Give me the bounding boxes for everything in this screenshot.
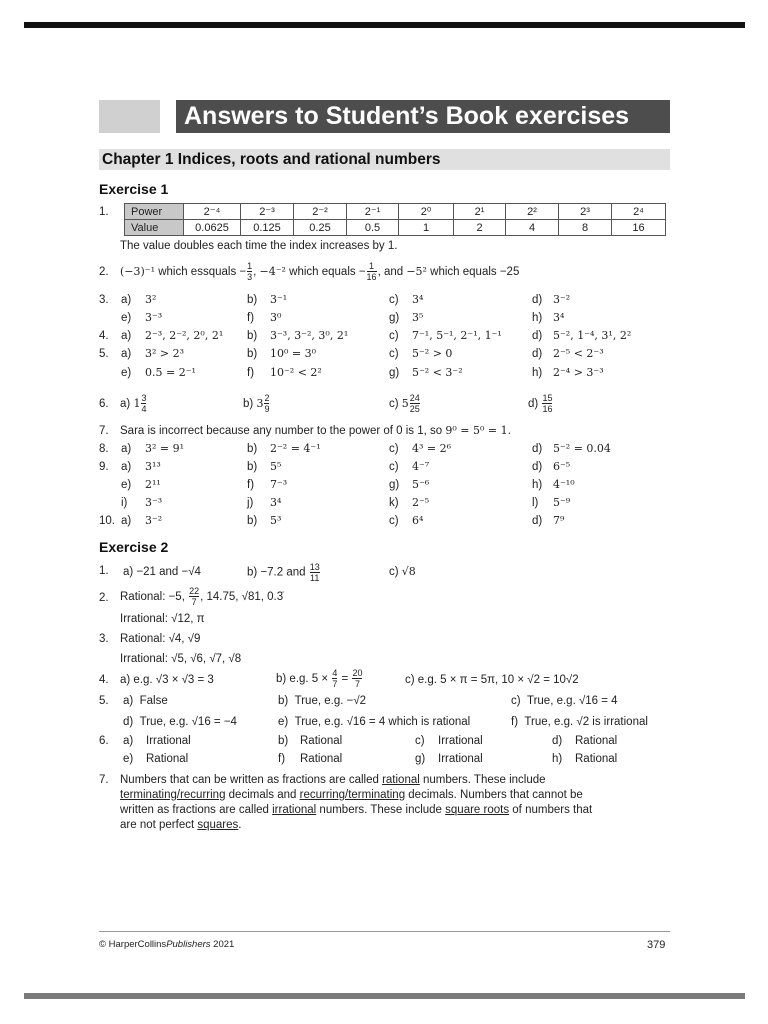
table-cell: 4 (506, 220, 559, 236)
table-cell: 0.0625 (184, 220, 241, 236)
answer-value: 3⁵ (412, 311, 424, 324)
question-number: 5. (99, 348, 109, 360)
question-number: 3. (99, 633, 109, 645)
rational-list: Rational: −5, $\frac{22}{7}$ , 14.75, √81, 0.3̇ (120, 586, 284, 608)
page-title: Answers to Student’s Book exercises (176, 100, 670, 133)
answer-value: Rational (146, 753, 189, 765)
answer-value: 2⁻² = 4⁻¹ (270, 442, 321, 455)
answer-value: 3¹³ (145, 460, 161, 473)
question-number: 10. (99, 515, 115, 527)
answer-label: b) (247, 461, 258, 473)
answer-label: e) (121, 312, 132, 324)
answer-value: 3² > 2³ (145, 347, 185, 360)
answer-label: d) (532, 330, 543, 342)
question-2-answer: (−3)⁻¹ which essquals − $\frac{1}{3}$ , −4⁻² which equals − $\frac{1}{16}$ , and −5² which equals −25 (120, 261, 520, 283)
table-cell: 2³ (559, 204, 612, 220)
fraction: $\frac{13}{11}$ (309, 562, 320, 583)
question-number: 1. (99, 565, 109, 577)
table-cell: 2⁻¹ (347, 204, 399, 220)
answer-value: 5⁵ (270, 460, 282, 473)
irrational-list: Irrational: √12, π (120, 613, 205, 625)
answer-label: a) (121, 294, 132, 306)
answer-value: Rational (300, 735, 343, 747)
answer-value: 3² = 9¹ (145, 442, 185, 455)
answer-value: 4⁻⁷ (412, 460, 430, 473)
question-number: 4. (99, 674, 109, 686)
fraction: $\frac{24}{25}$ (409, 393, 420, 415)
answer-value: 5⁻⁶ (412, 478, 430, 491)
paragraph-line: terminating/recurring decimals and recurring/terminating decimals. Numbers that cannot be (120, 789, 583, 801)
table-cell: 2² (506, 204, 559, 220)
answer-value: 3⁻² (145, 514, 163, 527)
answer-value: 5⁻⁹ (553, 496, 571, 509)
question-number: 1. (99, 206, 109, 218)
question-number: 4. (99, 330, 109, 342)
answer-label: c) (389, 443, 399, 455)
question-number: 3. (99, 294, 109, 306)
answer-value: 6⁻⁵ (553, 460, 571, 473)
fraction: $\frac{4}{7}$ (332, 668, 338, 690)
answer-label: a) (121, 515, 132, 527)
answer-value: 3⁻³, 3⁻², 3⁰, 2¹ (270, 329, 349, 342)
answer-value: 7⁻¹, 5⁻¹, 2⁻¹, 1⁻¹ (412, 329, 502, 342)
paragraph-line: are not perfect squares. (120, 819, 242, 831)
question-7-answer: Sara is incorrect because any number to the power of 0 is 1, so 9⁰ = 5⁰ = 1. (120, 424, 512, 437)
table-cell: 2⁴ (612, 204, 666, 220)
question-number: 2. (99, 592, 109, 604)
answer-value: 3² (145, 293, 157, 306)
answer-label: g) (389, 479, 400, 491)
page-number: 379 (647, 939, 666, 951)
answer-value: Rational (300, 753, 343, 765)
fraction: $\frac{1}{3}$ (247, 261, 253, 283)
answer-a: a) e.g. √3 × √3 = 3 (120, 674, 214, 686)
answer-label: b) (278, 735, 289, 747)
answer-value: Rational (575, 735, 618, 747)
answer-label: c) (389, 294, 399, 306)
answer-label: c) (389, 330, 399, 342)
answer-label: b) (247, 443, 258, 455)
answer-value: 6⁴ (412, 514, 424, 527)
answer-label: a) (121, 461, 132, 473)
answer-label: g) (389, 312, 400, 324)
question-number: 6. (99, 735, 109, 747)
table-row (125, 204, 666, 220)
row-label: Value (125, 220, 184, 236)
table-cell: 0.25 (294, 220, 347, 236)
question-number: 2. (99, 266, 109, 278)
answer-label: g) (389, 367, 400, 379)
answer-label: d) (532, 461, 543, 473)
answer-label: a) (121, 348, 132, 360)
title-tab-decoration (99, 100, 160, 133)
answer-label: e) (121, 479, 132, 491)
answer-label: f) (247, 367, 255, 379)
answer-label: b) (247, 348, 258, 360)
question-number: 7. (99, 774, 109, 786)
answer-value: Irrational (146, 735, 191, 747)
answer-label: e) (121, 367, 132, 379)
answer-label: h) (552, 753, 563, 765)
answer-value: 5⁻² > 0 (412, 347, 453, 360)
answer-c: c) √8 (389, 565, 416, 578)
answer-c: c) True, e.g. √16 = 4 (511, 695, 618, 707)
answer-value: 3⁴ (270, 496, 282, 509)
chapter-heading: Chapter 1 Indices, roots and rational numbers (99, 149, 670, 170)
question-number: 5. (99, 695, 109, 707)
answer-label: a) (121, 330, 132, 342)
answer-value: 2¹¹ (145, 478, 161, 491)
answer-mixed-number: b) 3 $\frac{2}{9}$ (243, 393, 270, 415)
answer-label: a) (123, 735, 134, 747)
answer-a: a) False (123, 695, 168, 707)
answer-value: 3⁰ (270, 311, 282, 324)
answer-label: d) (552, 735, 563, 747)
fraction: $\frac{15}{16}$ (542, 393, 553, 415)
answer-fraction: d) $\frac{15}{16}$ (528, 393, 553, 415)
answer-d: d) True, e.g. √16 = −4 (123, 716, 237, 728)
answer-e: e) True, e.g. √16 = 4 which is rational (278, 716, 471, 728)
question-number: 9. (99, 461, 109, 473)
answer-label: c) (389, 348, 399, 360)
answer-value: 5³ (270, 514, 282, 527)
answer-value: 4³ = 2⁶ (412, 442, 452, 455)
answer-c: c) e.g. 5 × π = 5π, 10 × √2 = 10√2 (405, 674, 579, 686)
answer-value: 3⁻³ (145, 311, 163, 324)
top-rule (24, 22, 745, 28)
answer-label: d) (532, 348, 543, 360)
exercise-1-heading: Exercise 1 (99, 181, 169, 197)
answer-label: l) (532, 497, 539, 509)
paragraph-line: written as fractions are called irrational numbers. These include square roots of numbers that (120, 804, 593, 816)
answer-label: g) (415, 753, 426, 765)
answer-value: 10⁰ = 3⁰ (270, 347, 317, 360)
answer-value: 5⁻² < 3⁻² (412, 366, 463, 379)
table-cell: 1 (399, 220, 454, 236)
answer-mixed-number: a) 1 $\frac{3}{4}$ (120, 393, 147, 415)
table-cell: 2⁰ (399, 204, 454, 220)
table-cell: 2⁻³ (241, 204, 294, 220)
answer-f: f) True, e.g. √2 is irrational (511, 716, 648, 728)
answer-label: h) (532, 367, 543, 379)
fraction: $\frac{20}{7}$ (352, 668, 363, 690)
question-number: 6. (99, 398, 109, 410)
bottom-rule (24, 993, 745, 999)
rational-list: Rational: √4, √9 (120, 633, 201, 645)
table-note: The value doubles each time the index increases by 1. (120, 240, 398, 252)
answer-value: 3⁻³ (145, 496, 163, 509)
answer-value: 7⁻³ (270, 478, 288, 491)
table-cell: 0.5 (347, 220, 399, 236)
table-cell: 2⁻² (294, 204, 347, 220)
answer-value: Rational (575, 753, 618, 765)
answer-label: b) (247, 330, 258, 342)
answer-a: a) −21 and −√4 (123, 566, 201, 578)
irrational-list: Irrational: √5, √6, √7, √8 (120, 653, 242, 665)
answer-label: c) (389, 515, 399, 527)
answer-value: Irrational (438, 753, 483, 765)
answer-b: b) True, e.g. −√2 (278, 695, 367, 707)
powers-table (124, 203, 666, 236)
table-cell: 2 (454, 220, 506, 236)
answer-value: 5⁻² = 0.04 (553, 442, 611, 455)
footer-rule (99, 931, 670, 932)
answer-label: b) (247, 294, 258, 306)
table-cell: 2⁻⁴ (184, 204, 241, 220)
table-cell: 8 (559, 220, 612, 236)
answer-value: 3⁴ (553, 311, 565, 324)
answer-value: 2⁻⁵ (412, 496, 430, 509)
answer-value: 3⁴ (412, 293, 424, 306)
question-number: 7. (99, 425, 109, 437)
answer-label: a) (121, 443, 132, 455)
answer-mixed-number: c) 5 $\frac{24}{25}$ (389, 393, 420, 415)
answer-b: b) e.g. 5 × $\frac{4}{7}$ = $\frac{20}{7}$ (276, 668, 363, 690)
table-cell: 16 (612, 220, 666, 236)
answer-value: 2⁻⁵ < 2⁻³ (553, 347, 604, 360)
answer-value: 5⁻², 1⁻⁴, 3¹, 2² (553, 329, 632, 342)
question-number: 8. (99, 443, 109, 455)
answer-value: 2⁻⁴ > 3⁻³ (553, 366, 604, 379)
answer-value: 2⁻³, 2⁻², 2⁰, 2¹ (145, 329, 224, 342)
answer-b: b) −7.2 and $\frac{13}{11}$ (247, 562, 320, 583)
answer-value: Irrational (438, 735, 483, 747)
answer-value: 3⁻² (553, 293, 571, 306)
answer-label: d) (532, 443, 543, 455)
table-cell: 2¹ (454, 204, 506, 220)
answer-label: b) (247, 515, 258, 527)
table-row (125, 220, 666, 236)
answer-label: f) (278, 753, 286, 765)
answer-label: i) (121, 497, 128, 509)
answer-label: d) (532, 515, 543, 527)
fraction: $\frac{22}{7}$ (189, 586, 200, 608)
answer-value: 3⁻¹ (270, 293, 288, 306)
fraction: $\frac{1}{16}$ (366, 261, 377, 283)
row-label: Power (125, 204, 184, 220)
fraction: $\frac{3}{4}$ (141, 393, 147, 415)
table-cell: 0.125 (241, 220, 294, 236)
answer-label: d) (532, 294, 543, 306)
answer-label: h) (532, 479, 543, 491)
answer-value: 0.5 = 2⁻¹ (145, 366, 196, 379)
exercise-2-heading: Exercise 2 (99, 539, 169, 555)
answer-label: j) (247, 497, 254, 509)
answer-value: 10⁻² < 2² (270, 366, 322, 379)
answer-label: h) (532, 312, 543, 324)
fraction: $\frac{2}{9}$ (264, 393, 270, 415)
answer-value: 4⁻¹⁰ (553, 478, 575, 491)
answer-label: f) (247, 479, 255, 491)
answer-label: f) (247, 312, 255, 324)
answer-value: 7⁹ (553, 514, 565, 527)
answer-label: c) (415, 735, 425, 747)
answer-label: e) (123, 753, 134, 765)
answer-label: c) (389, 461, 399, 473)
answer-label: k) (389, 497, 399, 509)
copyright: © HarperCollinsPublishers 2021 (99, 939, 235, 950)
paragraph-line: Numbers that can be written as fractions are called rational numbers. These include (120, 774, 546, 786)
